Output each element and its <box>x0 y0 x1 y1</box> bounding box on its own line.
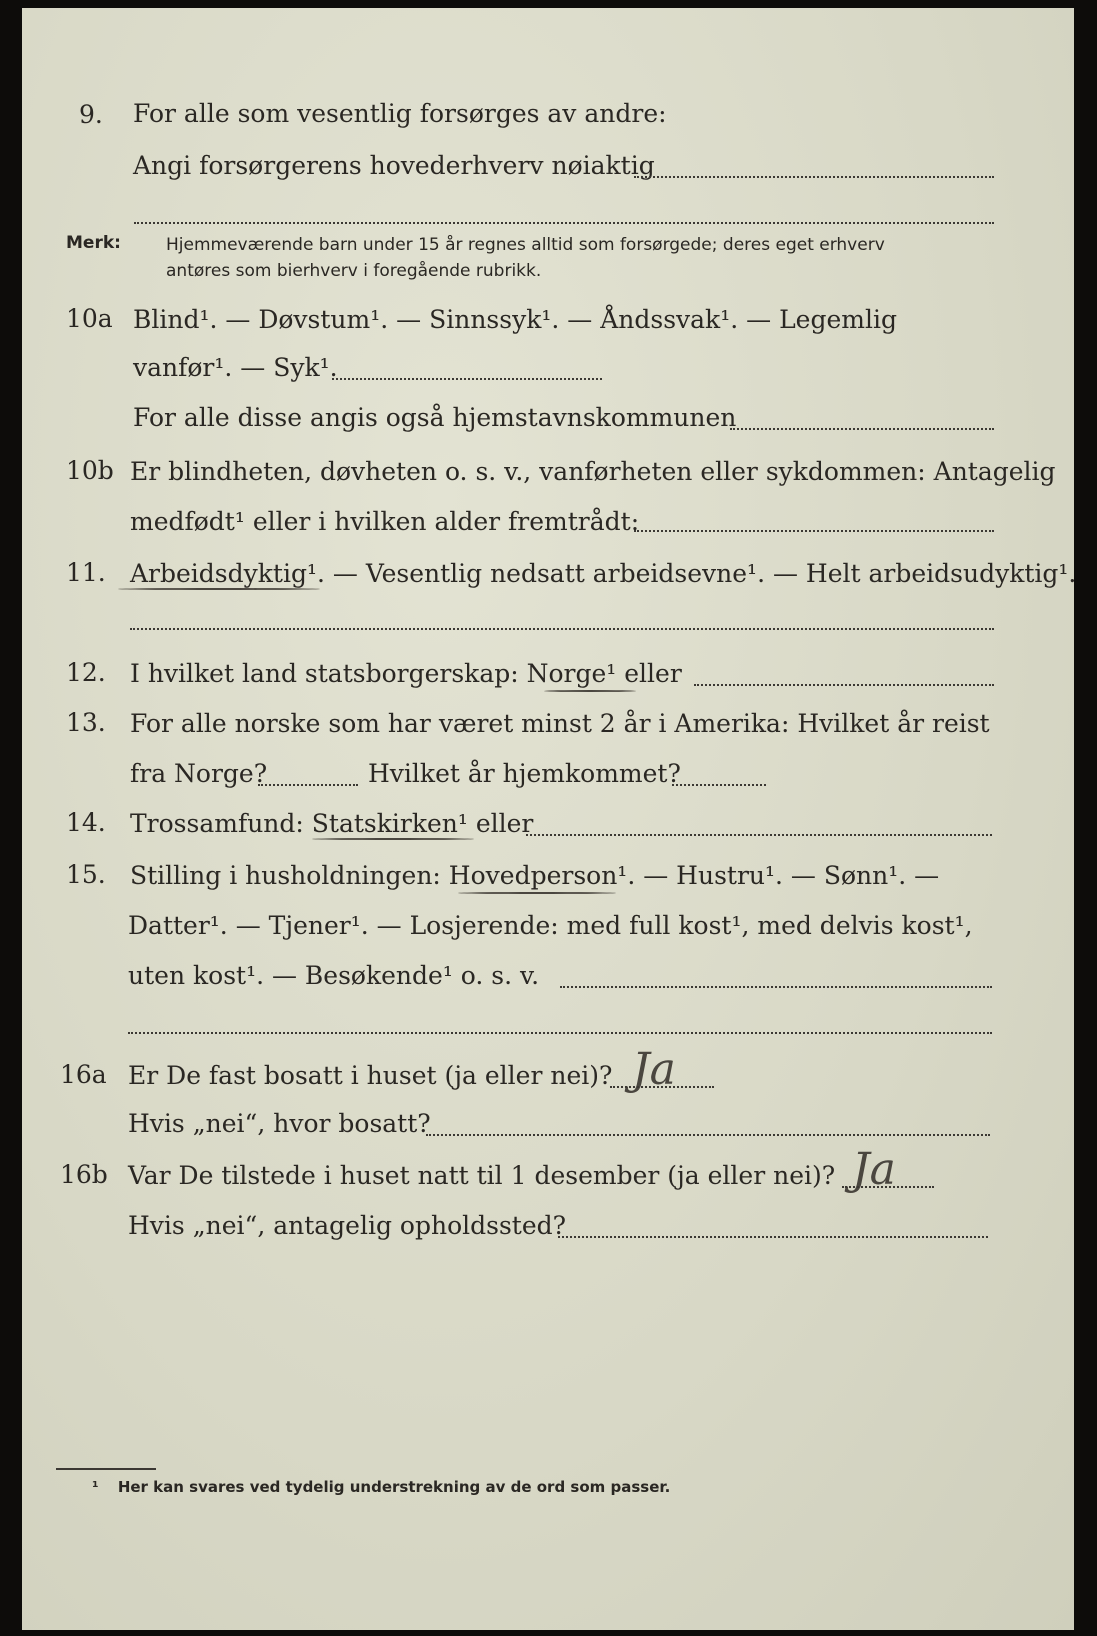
q16b-answer-line[interactable] <box>842 1186 934 1188</box>
q15-answer-line-2[interactable] <box>128 1032 992 1034</box>
q14-underline-statskirken <box>312 838 474 840</box>
q14-number: 14. <box>66 808 106 837</box>
q10b-line1: Er blindheten, døvheten o. s. v., vanførheten eller sykdommen: Antagelig <box>130 457 1056 486</box>
q12-line1: I hvilket land statsborgerskap: Norge¹ eller <box>130 659 682 688</box>
q9-line1: For alle som vesentlig forsørges av andre: <box>133 99 667 128</box>
q12-number: 12. <box>66 658 106 687</box>
merk-label: Merk: <box>66 233 121 253</box>
q10a-line1: Blind¹. — Døvstum¹. — Sinnssyk¹. — Åndssvak¹. — Legemlig <box>133 305 897 334</box>
q10b-number: 10b <box>66 456 114 485</box>
footnote-text: Her kan svares ved tydelig understrekning av de ord som passer. <box>117 1478 671 1496</box>
bleed-through-mark <box>142 208 153 248</box>
q13-number: 13. <box>66 708 106 737</box>
q12-underline-norge <box>544 690 636 692</box>
q9-line2: Angi forsørgerens hovederhverv nøiaktig <box>133 151 655 180</box>
q13-hjemkommet-line[interactable] <box>672 784 766 786</box>
q16a-line1: Er De fast bosatt i huset (ja eller nei)? <box>128 1061 613 1090</box>
q10a-line2: vanfør¹. — Syk¹. <box>133 353 338 382</box>
q16b-handwritten-answer: Ja <box>852 1144 896 1195</box>
q10a-answer-line[interactable] <box>730 428 994 430</box>
q11-line1: Arbeidsdyktig¹. — Vesentlig nedsatt arbeidsevne¹. — Helt arbeidsudyktig¹. <box>130 559 1077 588</box>
footnote-rule <box>56 1468 156 1470</box>
q15-answer-line[interactable] <box>560 986 992 988</box>
merk-line1: Hjemmeværende barn under 15 år regnes alltid som forsørgede; deres eget erhverv <box>166 235 885 255</box>
q16a-handwritten-answer: Ja <box>632 1044 676 1095</box>
q14-line1: Trossamfund: Statskirken¹ eller <box>130 809 534 838</box>
q10a-line3: For alle disse angis også hjemstavnskommunen <box>133 403 737 432</box>
q11-underline-arbeidsdyktig <box>118 588 320 590</box>
q10a-syk-line[interactable] <box>332 378 602 380</box>
q12-answer-line[interactable] <box>694 684 994 686</box>
q13-line2b: Hvilket år hjemkommet? <box>368 759 681 788</box>
q16b-opholdssted-line[interactable] <box>558 1236 988 1238</box>
q16b-number: 16b <box>60 1160 108 1189</box>
q13-reist-line[interactable] <box>258 784 358 786</box>
footnote-mark: ¹ <box>92 1478 99 1496</box>
q15-line2: Datter¹. — Tjener¹. — Losjerende: med full kost¹, med delvis kost¹, <box>128 911 973 940</box>
q15-line1: Stilling i husholdningen: Hovedperson¹. — Hustru¹. — Sønn¹. — <box>130 861 940 890</box>
q11-answer-line[interactable] <box>130 628 994 630</box>
q13-line1: For alle norske som har været minst 2 år i Amerika: Hvilket år reist <box>130 709 990 738</box>
q11-number: 11. <box>66 558 106 587</box>
q15-number: 15. <box>66 860 106 889</box>
merk-line2: antøres som bierhverv i foregående rubrikk. <box>166 261 542 281</box>
q15-underline-hovedperson <box>458 892 616 894</box>
q16b-line2: Hvis „nei“, antagelig opholdssted? <box>128 1211 567 1240</box>
q15-line3: uten kost¹. — Besøkende¹ o. s. v. <box>128 961 540 990</box>
q10a-number: 10a <box>66 304 113 333</box>
q10b-answer-line[interactable] <box>634 530 994 532</box>
q16a-number: 16a <box>60 1060 107 1089</box>
q14-answer-line[interactable] <box>526 834 992 836</box>
census-form-page <box>22 8 1077 1630</box>
q13-line2a: fra Norge? <box>130 759 268 788</box>
q16a-line2: Hvis „nei“, hvor bosatt? <box>128 1109 431 1138</box>
q9-answer-line[interactable] <box>634 176 994 178</box>
q16b-line1: Var De tilstede i huset natt til 1 desember (ja eller nei)? <box>128 1161 836 1190</box>
q9-number: 9. <box>79 100 103 129</box>
q16a-bosatt-line[interactable] <box>426 1134 990 1136</box>
q16a-answer-line[interactable] <box>610 1086 714 1088</box>
q9-answer-line-2[interactable] <box>134 222 994 224</box>
q10b-line2: medfødt¹ eller i hvilken alder fremtrådt: <box>130 507 640 536</box>
